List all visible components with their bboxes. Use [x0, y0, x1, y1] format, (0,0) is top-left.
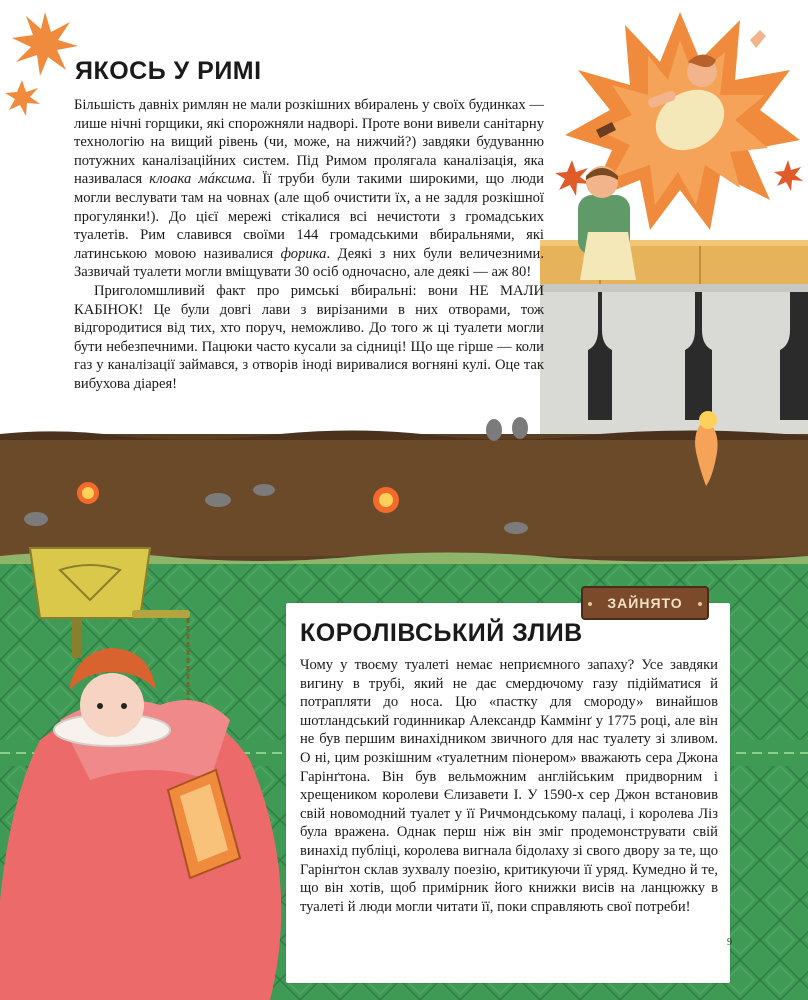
paragraph: Чому у твоєму туалеті немає неприємного запаху? Усе завдяки вигину в трубі, який не дає смердючому газу підійматися й потрапляти до носа. Цю «пастку для смороду» винайшов шотландський годинникар Александр Каммінґ у 1775 році, але він не був першим винахідником звичного для нас туалету зі зливом. О ні, цим розкішним «туалетним піонером» вважають сера Джона Гарінґтона. Він був вельможним англійським придворним і хрещеником королеви Єлизавети І. У 1590-х сер Джон встановив свій новомодний туалет у її Ричмондському палаці, і королева Ліз була вражена. Однак перш ніж він зміг продемонструвати свій винахід публіці, королева вигнала бідолаху зі свого двору за те, що Гарінґтон склав зухвалу поезію, критикуючи її уряд. Кумедно й те, що він хотів, щоб примірник його книжки висів на ланцюжку в туалеті й люди могли читати її, поки справляють свої потреби!: [300, 657, 718, 915]
roman-latrine-illustration: [540, 166, 808, 434]
section-text-rome: [74, 96, 544, 394]
section-title-rome: ЯКОСЬ У РИМІ: [75, 57, 262, 85]
text-span: Більшість давніх римлян не мали розкішних вбиралень у своїх будинках — лише нічні горщики, які спорожняли надворі. Проте вони вивели санітарну технологію на вищий рівень (чи, може, на нижчий?) завдяки будуванню потужних каналізаційних систем. Під Римом пролягала каналізація, яка називалася: [74, 97, 544, 188]
paragraph: [74, 96, 544, 282]
section-title-royal: КОРОЛІВСЬКИЙ ЗЛИВ: [300, 619, 583, 647]
text-span: . Її труби були такими широкими, що люди могли веслувати там на човнах (але щоб очистити їх, а не задля розкішної прогулянки!). До цієї мережі стікалися всі нечистоти з громадських туалетів. Рим славився своїми 144 громадськими вбиральнями, які латинською мовою називалися: [74, 171, 544, 262]
page-number: 9: [727, 937, 732, 948]
paragraph: Приголомшливий факт про римські вбиральні: вони НЕ МАЛИ КАБІНОК! Це були довгі лави з вирізаними в них отворами, тож відгородитися від тих, хто поруч, неможливо. До того ж ці туалети могли бути небезпечними. Пацюки часто кусали за сідниці! Що ще гірше — коли газ у каналізації займався, з отворів іноді виривалися вогняні кулі. Оце так вибухова діарея!: [74, 282, 544, 392]
latin-term: форика: [280, 245, 327, 262]
occupied-sign: [581, 586, 709, 620]
latin-term: клоака мáксима: [149, 171, 252, 188]
section-text-royal: [300, 656, 718, 916]
nail-icon: [698, 602, 702, 606]
starburst-icon: [5, 12, 78, 116]
small-star-icon: [555, 160, 590, 196]
nail-icon: [588, 602, 592, 606]
text-span: . Деякі з них були величезними. Зазвичай туалети могли вміщувати 30 осіб одночасно, але деякі — аж 80!: [74, 245, 544, 281]
occupied-sign-label: ЗАЙНЯТО: [607, 595, 683, 611]
